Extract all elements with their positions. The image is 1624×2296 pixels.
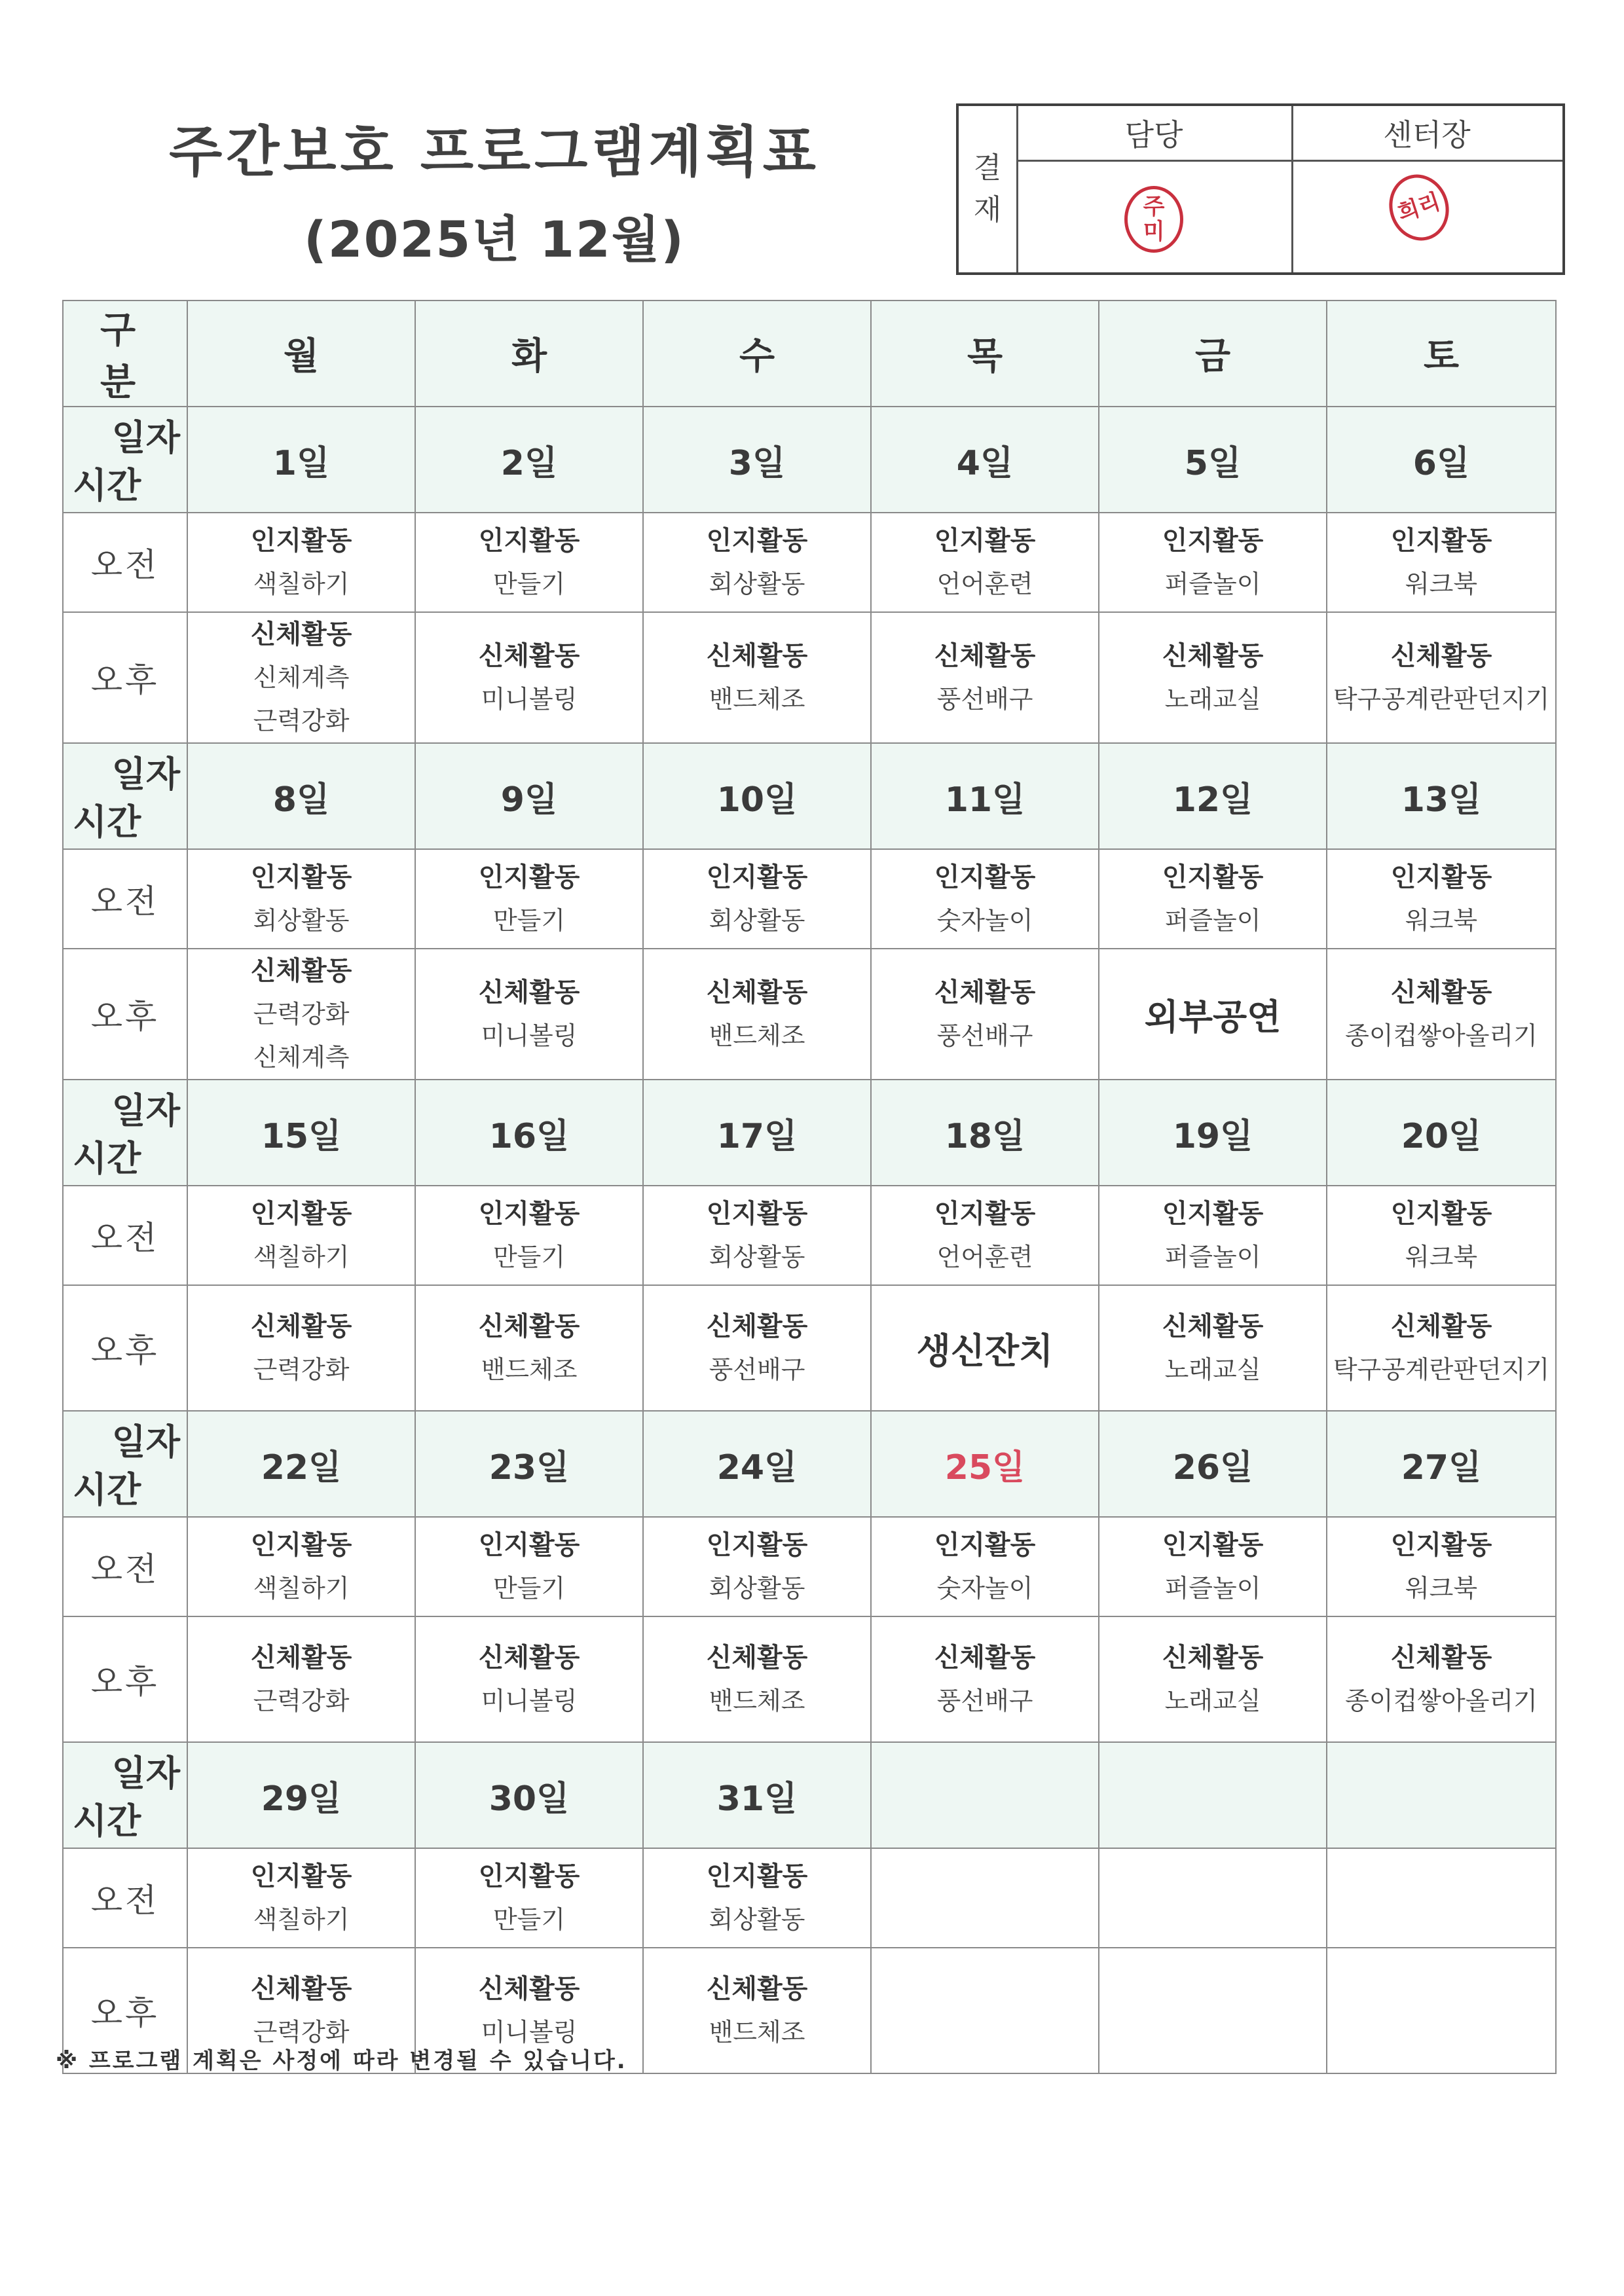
activity-cell	[187, 949, 415, 1080]
activity-category: 인지활동	[1390, 1530, 1492, 1560]
activity-name: 만들기	[492, 570, 566, 598]
activity-cell	[643, 949, 871, 1080]
activity-name: 노래교실	[1164, 685, 1261, 714]
afternoon-label: 오후	[63, 1948, 187, 2073]
activity-cell	[1099, 1285, 1327, 1411]
activity-name: 퍼즐놀이	[1164, 906, 1261, 935]
activity-name: 언어훈련	[936, 1243, 1033, 1271]
activity-category: 신체활동	[1390, 1311, 1492, 1341]
activity-name: 언어훈련	[936, 570, 1033, 598]
activity-category: 인지활동	[1390, 1199, 1492, 1229]
diagonal-label-time: 시간	[73, 1138, 141, 1179]
activity-name: 탁구공계란판던지기	[1333, 685, 1550, 714]
activity-cell	[187, 612, 415, 743]
date-time-diagonal-cell	[63, 407, 187, 513]
date-row	[63, 1411, 1556, 1517]
activity-cell	[1327, 1948, 1556, 2073]
date-cell	[1099, 1742, 1327, 1848]
activity-cell	[187, 1848, 415, 1948]
footer-note: ※ 프로그램 계획은 사정에 따라 변경될 수 있습니다.	[56, 2048, 627, 2074]
activity-category: 신체활동	[706, 1643, 808, 1673]
activity-cell	[1327, 949, 1556, 1080]
activity-name: 밴드체조	[709, 1021, 805, 1050]
activity-category: 인지활동	[1162, 1199, 1264, 1229]
activity-category: 인지활동	[478, 1199, 580, 1229]
manager-stamp: 주 미	[1124, 186, 1183, 253]
afternoon-row	[63, 612, 1556, 743]
approval-label-line2: 재	[973, 193, 1002, 227]
activity-category: 인지활동	[706, 1861, 808, 1891]
activity-cell	[1099, 1517, 1327, 1616]
activity-name: 밴드체조	[709, 685, 805, 714]
activity-category: 인지활동	[478, 1530, 580, 1560]
activity-cell	[643, 1848, 871, 1948]
morning-label: 오전	[63, 849, 187, 949]
morning-row	[63, 1517, 1556, 1616]
activity-cell	[1327, 1186, 1556, 1285]
diagonal-label-time: 시간	[73, 801, 141, 843]
activity-category: 인지활동	[706, 1199, 808, 1229]
activity-category: 신체활동	[250, 1643, 352, 1673]
activity-name: 노래교실	[1164, 1686, 1261, 1715]
schedule-body	[63, 407, 1556, 2073]
afternoon-label: 오후	[63, 949, 187, 1080]
activity-name: 밴드체조	[709, 1686, 805, 1715]
date-cell: 8일	[187, 743, 415, 849]
activity-name: 퍼즐놀이	[1164, 1243, 1261, 1271]
activity-cell	[871, 1285, 1099, 1411]
activity-category: 인지활동	[934, 526, 1036, 556]
diagonal-label-time: 시간	[73, 1469, 141, 1510]
date-cell: 11일	[871, 743, 1099, 849]
activity-cell	[1099, 1948, 1327, 2073]
approval-label	[959, 106, 1018, 272]
header-category: 구 분	[63, 301, 187, 407]
afternoon-label: 오후	[63, 1616, 187, 1742]
activity-category: 인지활동	[1162, 1530, 1264, 1560]
activity-category: 신체활동	[934, 977, 1036, 1008]
activity-cell	[643, 612, 871, 743]
activity-name: 근력강화	[253, 706, 350, 735]
activity-category: 인지활동	[478, 862, 580, 892]
activity-category: 신체활동	[250, 956, 352, 986]
special-event-label: 생신잔치	[916, 1330, 1054, 1372]
date-cell: 23일	[415, 1411, 643, 1517]
date-cell: 18일	[871, 1080, 1099, 1186]
activity-name: 워크북	[1405, 1243, 1478, 1271]
activity-category: 인지활동	[706, 1530, 808, 1560]
activity-name: 종이컵쌓아올리기	[1345, 1686, 1538, 1715]
date-time-diagonal-cell	[63, 1411, 187, 1517]
activity-name: 풍선배구	[936, 685, 1033, 714]
activity-cell	[871, 1616, 1099, 1742]
activity-cell	[871, 1848, 1099, 1948]
date-cell: 1일	[187, 407, 415, 513]
activity-category: 인지활동	[250, 1530, 352, 1560]
morning-label: 오전	[63, 1186, 187, 1285]
activity-category: 신체활동	[1162, 1643, 1264, 1673]
date-row	[63, 1742, 1556, 1848]
date-time-diagonal-cell	[63, 1742, 187, 1848]
activity-name: 미니볼링	[481, 685, 578, 714]
date-cell: 30일	[415, 1742, 643, 1848]
activity-category: 신체활동	[706, 1974, 808, 2004]
activity-category: 신체활동	[1390, 977, 1492, 1008]
activity-cell	[1099, 513, 1327, 612]
activity-name: 미니볼링	[481, 2018, 578, 2047]
date-cell: 2일	[415, 407, 643, 513]
date-cell: 10일	[643, 743, 871, 849]
activity-name: 근력강화	[253, 2018, 350, 2047]
date-cell: 12일	[1099, 743, 1327, 849]
activity-category: 인지활동	[250, 862, 352, 892]
activity-cell	[643, 513, 871, 612]
diagonal-label-date: 일자	[111, 417, 180, 458]
activity-category: 인지활동	[934, 1530, 1036, 1560]
morning-label: 오전	[63, 1517, 187, 1616]
activity-cell	[1327, 849, 1556, 949]
activity-category: 신체활동	[478, 1974, 580, 2004]
activity-category: 신체활동	[1162, 1311, 1264, 1341]
activity-cell	[871, 1517, 1099, 1616]
activity-cell	[1327, 1848, 1556, 1948]
activity-name: 미니볼링	[481, 1686, 578, 1715]
activity-cell	[643, 1186, 871, 1285]
date-cell: 16일	[415, 1080, 643, 1186]
activity-name: 숫자놀이	[936, 1574, 1033, 1603]
activity-name: 색칠하기	[253, 1574, 350, 1603]
activity-name: 회상활동	[709, 570, 805, 598]
activity-category: 인지활동	[250, 526, 352, 556]
activity-name: 색칠하기	[253, 1243, 350, 1271]
activity-name: 워크북	[1405, 906, 1478, 935]
date-cell: 20일	[1327, 1080, 1556, 1186]
activity-category: 인지활동	[478, 526, 580, 556]
activity-name: 만들기	[492, 1574, 566, 1603]
approval-header-director: 센터장	[1291, 106, 1562, 162]
activity-name: 회상활동	[709, 1243, 805, 1271]
activity-cell	[871, 513, 1099, 612]
activity-cell	[415, 513, 643, 612]
activity-name: 풍선배구	[936, 1686, 1033, 1715]
activity-name: 풍선배구	[936, 1021, 1033, 1050]
activity-cell	[1099, 1848, 1327, 1948]
date-cell: 3일	[643, 407, 871, 513]
date-row	[63, 407, 1556, 513]
activity-cell	[871, 949, 1099, 1080]
activity-category: 인지활동	[934, 1199, 1036, 1229]
approval-cell-manager	[1016, 160, 1293, 272]
activity-name: 색칠하기	[253, 1905, 350, 1934]
activity-cell	[643, 1517, 871, 1616]
activity-cell	[187, 1186, 415, 1285]
diagonal-label-time: 시간	[73, 465, 141, 506]
activity-cell	[1327, 1616, 1556, 1742]
activity-category: 신체활동	[1390, 641, 1492, 671]
activity-category: 신체활동	[1390, 1643, 1492, 1673]
activity-cell	[415, 612, 643, 743]
activity-cell	[187, 849, 415, 949]
activity-cell	[415, 1186, 643, 1285]
afternoon-row	[63, 1285, 1556, 1411]
special-event-label: 외부공연	[1144, 996, 1282, 1038]
activity-cell	[1327, 1285, 1556, 1411]
activity-category: 신체활동	[706, 1311, 808, 1341]
page-title: 주간보호 프로그램계획표	[169, 120, 820, 184]
date-time-diagonal-cell	[63, 1080, 187, 1186]
activity-cell	[1099, 949, 1327, 1080]
activity-cell	[187, 513, 415, 612]
diagonal-label-date: 일자	[111, 1090, 180, 1131]
header-thursday: 목	[871, 301, 1099, 407]
activity-cell	[415, 1285, 643, 1411]
activity-category: 신체활동	[1162, 641, 1264, 671]
activity-cell	[1099, 1616, 1327, 1742]
program-schedule-table	[62, 300, 1557, 2074]
date-row	[63, 743, 1556, 849]
activity-category: 인지활동	[1162, 526, 1264, 556]
date-cell: 26일	[1099, 1411, 1327, 1517]
activity-category: 신체활동	[706, 977, 808, 1008]
activity-name: 색칠하기	[253, 570, 350, 598]
diagonal-label-time: 시간	[73, 1800, 141, 1842]
date-cell: 27일	[1327, 1411, 1556, 1517]
diagonal-label-date: 일자	[111, 1753, 180, 1794]
activity-category: 인지활동	[478, 1861, 580, 1891]
activity-cell	[187, 1616, 415, 1742]
table-header-row	[63, 301, 1556, 407]
activity-name: 만들기	[492, 906, 566, 935]
activity-name: 회상활동	[253, 906, 350, 935]
header-wednesday: 수	[643, 301, 871, 407]
activity-category: 인지활동	[1390, 526, 1492, 556]
activity-category: 신체활동	[706, 641, 808, 671]
activity-cell	[1099, 849, 1327, 949]
activity-category: 신체활동	[250, 1974, 352, 2004]
activity-name: 근력강화	[253, 1686, 350, 1715]
activity-cell	[1099, 612, 1327, 743]
director-stamp: 희리	[1380, 167, 1457, 249]
activity-cell	[1327, 1517, 1556, 1616]
activity-name: 퍼즐놀이	[1164, 570, 1261, 598]
morning-row	[63, 513, 1556, 612]
activity-cell	[415, 1517, 643, 1616]
afternoon-label: 오후	[63, 612, 187, 743]
date-cell	[871, 1742, 1099, 1848]
activity-cell	[643, 849, 871, 949]
activity-cell	[415, 949, 643, 1080]
activity-cell	[643, 1285, 871, 1411]
morning-row	[63, 1186, 1556, 1285]
activity-name: 만들기	[492, 1243, 566, 1271]
activity-cell	[643, 1948, 871, 2073]
date-cell: 24일	[643, 1411, 871, 1517]
activity-category: 인지활동	[1390, 862, 1492, 892]
activity-category: 신체활동	[934, 641, 1036, 671]
activity-name: 워크북	[1405, 1574, 1478, 1603]
date-cell: 15일	[187, 1080, 415, 1186]
activity-cell	[1327, 612, 1556, 743]
activity-category: 인지활동	[250, 1861, 352, 1891]
activity-category: 인지활동	[706, 862, 808, 892]
activity-name: 밴드체조	[709, 2018, 805, 2047]
activity-name: 근력강화	[253, 1355, 350, 1384]
activity-category: 신체활동	[478, 641, 580, 671]
activity-name: 노래교실	[1164, 1355, 1261, 1384]
activity-category: 신체활동	[478, 1311, 580, 1341]
activity-category: 신체활동	[478, 1643, 580, 1673]
date-time-diagonal-cell	[63, 743, 187, 849]
approval-header-manager: 담당	[1016, 106, 1293, 162]
activity-category: 인지활동	[934, 862, 1036, 892]
header-friday: 금	[1099, 301, 1327, 407]
date-row	[63, 1080, 1556, 1186]
activity-name: 숫자놀이	[936, 906, 1033, 935]
activity-name: 미니볼링	[481, 1021, 578, 1050]
diagonal-label-date: 일자	[111, 1421, 180, 1463]
date-cell: 19일	[1099, 1080, 1327, 1186]
activity-name: 회상활동	[709, 906, 805, 935]
header-monday: 월	[187, 301, 415, 407]
activity-category: 신체활동	[934, 1643, 1036, 1673]
morning-row	[63, 1848, 1556, 1948]
activity-cell	[643, 1616, 871, 1742]
activity-name: 회상활동	[709, 1574, 805, 1603]
activity-category: 신체활동	[250, 619, 352, 649]
activity-category: 신체활동	[478, 977, 580, 1008]
morning-label: 오전	[63, 1848, 187, 1948]
approval-label-line1: 결	[973, 151, 1002, 185]
activity-name: 밴드체조	[481, 1355, 578, 1384]
activity-name: 회상활동	[709, 1905, 805, 1934]
afternoon-row	[63, 949, 1556, 1080]
activity-cell	[415, 1848, 643, 1948]
activity-cell	[871, 1186, 1099, 1285]
activity-cell	[1099, 1186, 1327, 1285]
activity-cell	[415, 849, 643, 949]
activity-cell	[187, 1517, 415, 1616]
activity-name: 근력강화	[253, 1000, 350, 1029]
date-cell: 17일	[643, 1080, 871, 1186]
morning-row	[63, 849, 1556, 949]
date-cell: 5일	[1099, 407, 1327, 513]
afternoon-row	[63, 1616, 1556, 1742]
activity-category: 인지활동	[706, 526, 808, 556]
header-tuesday: 화	[415, 301, 643, 407]
date-cell: 29일	[187, 1742, 415, 1848]
activity-name: 신체계측	[253, 663, 350, 692]
activity-cell	[415, 1616, 643, 1742]
activity-cell	[187, 1285, 415, 1411]
activity-category: 인지활동	[1162, 862, 1264, 892]
activity-cell	[871, 849, 1099, 949]
date-cell: 13일	[1327, 743, 1556, 849]
activity-name: 탁구공계란판던지기	[1333, 1355, 1550, 1384]
diagonal-label-date: 일자	[111, 754, 180, 795]
page-subtitle: (2025년 12월)	[303, 210, 686, 268]
activity-category: 신체활동	[250, 1311, 352, 1341]
activity-cell	[1327, 513, 1556, 612]
approval-cell-director	[1291, 160, 1562, 272]
date-cell	[1327, 1742, 1556, 1848]
date-cell: 25일	[871, 1411, 1099, 1517]
date-cell: 9일	[415, 743, 643, 849]
approval-box	[956, 103, 1565, 275]
afternoon-label: 오후	[63, 1285, 187, 1411]
activity-name: 종이컵쌓아올리기	[1345, 1021, 1538, 1050]
header-saturday: 토	[1327, 301, 1556, 407]
activity-name: 만들기	[492, 1905, 566, 1934]
activity-name: 풍선배구	[709, 1355, 805, 1384]
activity-name: 퍼즐놀이	[1164, 1574, 1261, 1603]
activity-cell	[871, 612, 1099, 743]
date-cell: 22일	[187, 1411, 415, 1517]
activity-name: 워크북	[1405, 570, 1478, 598]
date-cell: 6일	[1327, 407, 1556, 513]
activity-category: 인지활동	[250, 1199, 352, 1229]
morning-label: 오전	[63, 513, 187, 612]
activity-name: 신체계측	[253, 1043, 350, 1072]
date-cell: 4일	[871, 407, 1099, 513]
activity-cell	[871, 1948, 1099, 2073]
date-cell: 31일	[643, 1742, 871, 1848]
